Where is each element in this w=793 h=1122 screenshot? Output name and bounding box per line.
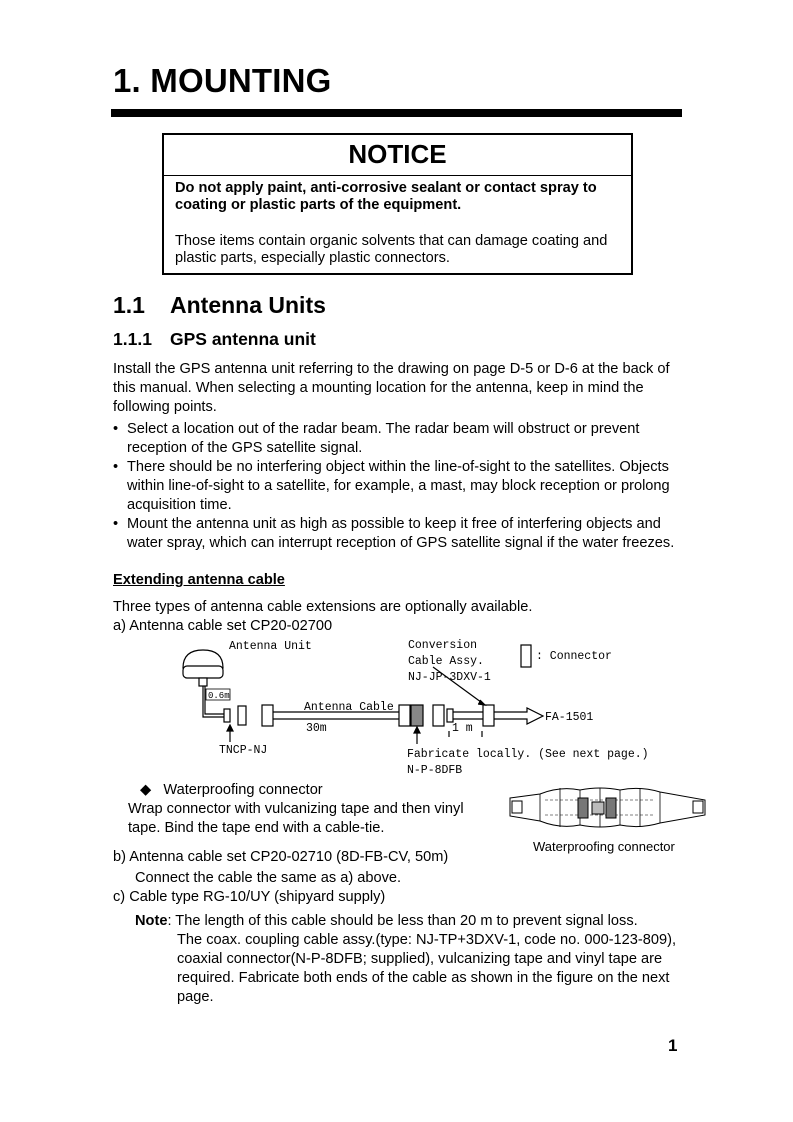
antenna-unit-icon xyxy=(183,650,223,686)
waterproofing-title: Waterproofing connector xyxy=(163,782,323,798)
antenna-cable-label: Antenna Cable xyxy=(304,701,394,714)
fabricate-label: Fabricate locally. (See next page.) xyxy=(407,748,649,761)
chapter-number: 1. xyxy=(113,62,141,99)
waterproofing-text: Wrap connector with vulcanizing tape and then vinyl tape. Bind the tape end with a cable-tie. xyxy=(128,801,464,836)
conversion-label-3: NJ-JP-3DXV-1 xyxy=(408,671,491,684)
list-item: • Select a location out of the radar beam. The radar beam will obstruct or prevent reception of the GPS satellite signal. xyxy=(113,420,693,458)
item-b: b) Antenna cable set CP20-02710 (8D-FB-CV, 50m) xyxy=(113,849,449,865)
notice-warning-text: Do not apply paint, anti-corrosive sealant or contact spray to coating or plastic parts of the equipment. xyxy=(175,180,597,213)
antenna-unit-label: Antenna Unit xyxy=(229,640,312,653)
np-8dfb-label: N-P-8DFB xyxy=(407,764,463,777)
subsection-title: GPS antenna unit xyxy=(170,329,316,349)
connector-right-b xyxy=(433,705,444,726)
page-number: 1 xyxy=(668,1036,678,1055)
list-item: • Mount the antenna unit as high as possible to keep it free of interfering objects and water spray, which can interrupt reception of GPS satellite signal if the water freezes. xyxy=(113,515,693,553)
diamond-bullet-icon: ◆ xyxy=(140,782,152,798)
output-arrow xyxy=(494,708,543,724)
connector-left-b xyxy=(262,705,273,726)
length-06-label: 0.6m xyxy=(208,691,230,701)
connector-right-a xyxy=(399,705,410,726)
waterproofing-heading xyxy=(140,781,323,800)
note-label: Note xyxy=(135,913,168,929)
extending-cable-heading: Extending antenna cable xyxy=(113,572,285,588)
note-first-text: : The length of this cable should be less than 20 m to prevent signal loss. xyxy=(167,913,638,929)
connector-left-a xyxy=(238,706,246,725)
item-a: a) Antenna cable set CP20-02700 xyxy=(113,618,333,634)
connector-fabricated xyxy=(411,705,423,726)
list-item: • There should be no interfering object within the line-of-sight to the satellites. Objects within line-of-sight to a satellite, for example, a mast, may block reception or prolong acquisition time. xyxy=(113,458,693,515)
note-first-line xyxy=(135,912,695,931)
section-number: 1.1 xyxy=(113,292,145,318)
intro-paragraph: Install the GPS antenna unit referring to the drawing on page D-5 or D-6 at the back of this manual. When selecting a mounting location for the antenna, keep in mind the following points. xyxy=(113,361,670,415)
note-continuation: The coax. coupling cable assy.(type: NJ-TP+3DXV-1, code no. 000-123-809), coaxial connector(N-P-8DFB; supplied), vulcanizing tape and vinyl tape are required. Fabricate both ends of the cable as shown in the figure on the next page. xyxy=(177,932,677,1005)
item-c: c) Cable type RG-10/UY (shipyard supply) xyxy=(113,889,386,905)
length-30-label: 30m xyxy=(306,722,327,735)
tncp-nj-label: TNCP-NJ xyxy=(219,744,268,757)
chapter-title-text: MOUNTING xyxy=(150,62,332,99)
fa-1501-label: FA-1501 xyxy=(545,711,594,724)
waterproofing-connector-image xyxy=(510,788,705,827)
notice-title: NOTICE xyxy=(348,139,447,169)
extending-intro: Three types of antenna cable extensions are optionally available. xyxy=(113,599,533,615)
connector-legend-label: : Connector xyxy=(536,650,612,663)
section-title: Antenna Units xyxy=(170,292,326,318)
connector-right-d xyxy=(483,705,494,726)
waterproofing-caption: Waterproofing connector xyxy=(533,839,675,854)
notice-explanation-text: Those items contain organic solvents that can damage coating and plastic parts, especially plastic connectors. xyxy=(175,233,608,266)
length-1-label: 1 m xyxy=(452,722,473,735)
connector-right-c xyxy=(447,709,453,722)
conversion-label-2: Cable Assy. xyxy=(408,655,484,668)
conversion-label-1: Conversion xyxy=(408,639,478,652)
connector-tncp xyxy=(224,709,230,722)
connector-legend-symbol xyxy=(521,645,531,667)
subsection-number: 1.1.1 xyxy=(113,329,152,349)
item-b-detail: Connect the cable the same as a) above. xyxy=(135,870,402,886)
